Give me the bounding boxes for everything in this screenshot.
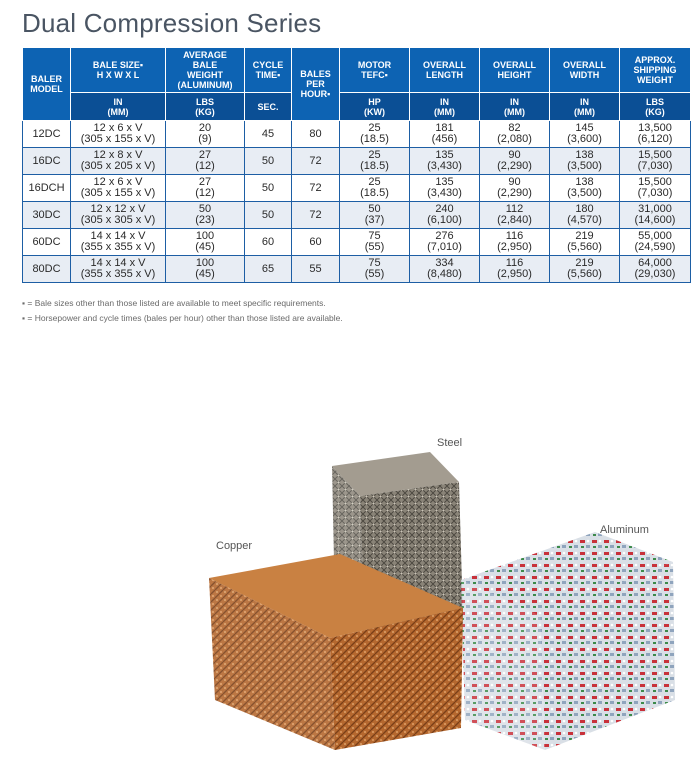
cell-avg-weight: 20 (9) xyxy=(166,121,245,148)
cell-length: 240 (6,100) xyxy=(410,202,480,229)
table-row xyxy=(23,175,691,202)
cell-shipping-weight: 13,500 (6,120) xyxy=(620,121,691,148)
cell-width: 219 (5,560) xyxy=(550,229,620,256)
footnote-bale-sizes: ▪ = Bale sizes other than those listed are available to meet specific requirements. xyxy=(22,298,326,308)
cell-width: 145 (3,600) xyxy=(550,121,620,148)
cell-avg-weight: 100 (45) xyxy=(166,256,245,283)
cell-shipping-weight: 64,000 (29,030) xyxy=(620,256,691,283)
cell-model: 80DC xyxy=(23,256,71,283)
aluminum-bale xyxy=(461,532,675,750)
cell-bales-per-hour: 60 xyxy=(292,229,340,256)
label-copper: Copper xyxy=(216,540,253,552)
col-header-avg-bale-weight: AVERAGE BALE WEIGHT (ALUMINUM) xyxy=(166,48,245,93)
col-header-overall-width: OVERALL WIDTH xyxy=(550,48,620,93)
bales-photo xyxy=(195,430,697,767)
cell-height: 90 (2,290) xyxy=(480,175,550,202)
cell-model: 16DC xyxy=(23,148,71,175)
cell-bale-size: 12 x 6 x V (305 x 155 x V) xyxy=(71,175,166,202)
col-header-motor-tefc: MOTOR TEFC▪ xyxy=(340,48,410,93)
cell-avg-weight: 100 (45) xyxy=(166,229,245,256)
cell-width: 138 (3,500) xyxy=(550,148,620,175)
cell-avg-weight: 50 (23) xyxy=(166,202,245,229)
cell-cycle-time: 50 xyxy=(245,202,292,229)
cell-length: 135 (3,430) xyxy=(410,175,480,202)
cell-cycle-time: 45 xyxy=(245,121,292,148)
cell-shipping-weight: 31,000 (14,600) xyxy=(620,202,691,229)
cell-bale-size: 12 x 12 x V (305 x 305 x V) xyxy=(71,202,166,229)
col-header-overall-length: OVERALL LENGTH xyxy=(410,48,480,93)
cell-height: 116 (2,950) xyxy=(480,256,550,283)
col-header-bale-size: BALE SIZE▪ H X W X L xyxy=(71,48,166,93)
table-row xyxy=(23,229,691,256)
unit-avg-bale-weight: LBS (KG) xyxy=(166,93,245,121)
label-steel: Steel xyxy=(437,437,463,449)
unit-motor: HP (KW) xyxy=(340,93,410,121)
cell-height: 116 (2,950) xyxy=(480,229,550,256)
cell-motor: 25 (18.5) xyxy=(340,121,410,148)
cell-model: 60DC xyxy=(23,229,71,256)
table-row xyxy=(23,256,691,283)
col-header-baler-model: BALER MODEL xyxy=(23,48,71,121)
cell-shipping-weight: 15,500 (7,030) xyxy=(620,175,691,202)
cell-cycle-time: 50 xyxy=(245,148,292,175)
page-title: Dual Compression Series xyxy=(22,8,322,38)
cell-height: 82 (2,080) xyxy=(480,121,550,148)
footnote-horsepower: ▪ = Horsepower and cycle times (bales per hour) other than those listed are available. xyxy=(22,313,343,323)
cell-height: 112 (2,840) xyxy=(480,202,550,229)
specs-table xyxy=(22,47,691,283)
cell-bales-per-hour: 72 xyxy=(292,175,340,202)
cell-bale-size: 14 x 14 x V (355 x 355 x V) xyxy=(71,256,166,283)
unit-overall-height: IN (MM) xyxy=(480,93,550,121)
cell-motor: 25 (18.5) xyxy=(340,148,410,175)
cell-bales-per-hour: 72 xyxy=(292,148,340,175)
cell-width: 180 (4,570) xyxy=(550,202,620,229)
cell-cycle-time: 50 xyxy=(245,175,292,202)
cell-height: 90 (2,290) xyxy=(480,148,550,175)
cell-model: 30DC xyxy=(23,202,71,229)
cell-motor: 25 (18.5) xyxy=(340,175,410,202)
cell-motor: 75 (55) xyxy=(340,229,410,256)
cell-model: 12DC xyxy=(23,121,71,148)
col-header-bales-per-hour: BALES PER HOUR▪ xyxy=(292,48,340,121)
col-header-cycle-time: CYCLE TIME▪ xyxy=(245,48,292,93)
cell-width: 219 (5,560) xyxy=(550,256,620,283)
table-row xyxy=(23,121,691,148)
cell-cycle-time: 65 xyxy=(245,256,292,283)
unit-overall-length: IN (MM) xyxy=(410,93,480,121)
unit-cycle-time: SEC. xyxy=(245,93,292,121)
cell-model: 16DCH xyxy=(23,175,71,202)
table-row xyxy=(23,148,691,175)
cell-bale-size: 12 x 6 x V (305 x 155 x V) xyxy=(71,121,166,148)
cell-length: 181 (456) xyxy=(410,121,480,148)
cell-length: 334 (8,480) xyxy=(410,256,480,283)
cell-length: 276 (7,010) xyxy=(410,229,480,256)
cell-avg-weight: 27 (12) xyxy=(166,175,245,202)
unit-overall-width: IN (MM) xyxy=(550,93,620,121)
cell-bale-size: 14 x 14 x V (355 x 355 x V) xyxy=(71,229,166,256)
cell-cycle-time: 60 xyxy=(245,229,292,256)
cell-motor: 50 (37) xyxy=(340,202,410,229)
unit-shipping-weight: LBS (KG) xyxy=(620,93,691,121)
cell-bales-per-hour: 72 xyxy=(292,202,340,229)
cell-avg-weight: 27 (12) xyxy=(166,148,245,175)
col-header-overall-height: OVERALL HEIGHT xyxy=(480,48,550,93)
cell-bales-per-hour: 80 xyxy=(292,121,340,148)
cell-width: 138 (3,500) xyxy=(550,175,620,202)
cell-motor: 75 (55) xyxy=(340,256,410,283)
cell-length: 135 (3,430) xyxy=(410,148,480,175)
unit-bale-size: IN (MM) xyxy=(71,93,166,121)
footnotes xyxy=(22,296,343,326)
cell-bale-size: 12 x 8 x V (305 x 205 x V) xyxy=(71,148,166,175)
cell-shipping-weight: 55,000 (24,590) xyxy=(620,229,691,256)
col-header-shipping-weight: APPROX. SHIPPING WEIGHT xyxy=(620,48,691,93)
cell-bales-per-hour: 55 xyxy=(292,256,340,283)
cell-shipping-weight: 15,500 (7,030) xyxy=(620,148,691,175)
label-aluminum: Aluminum xyxy=(600,524,649,536)
table-row xyxy=(23,202,691,229)
